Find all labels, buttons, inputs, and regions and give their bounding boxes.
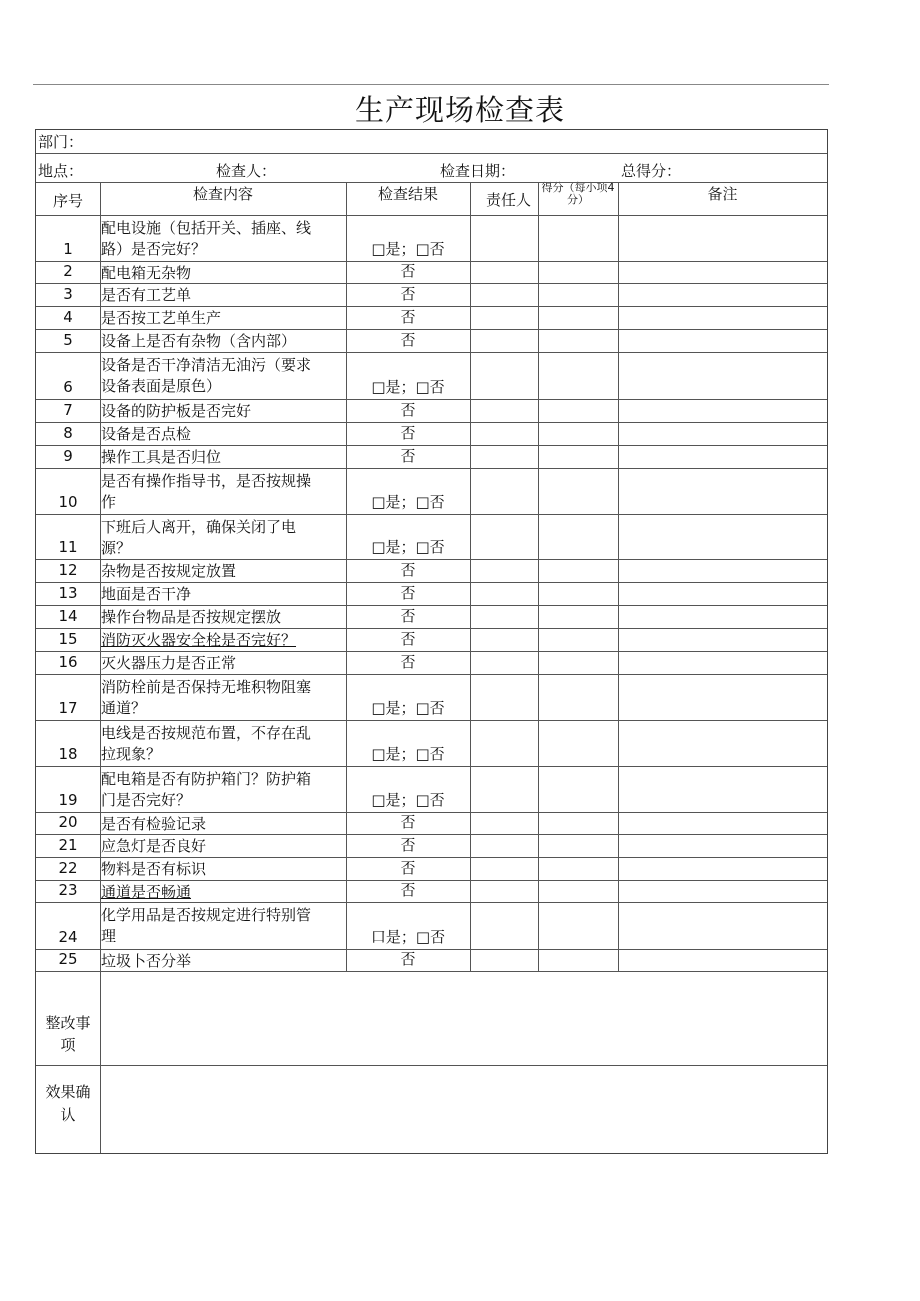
row-number: 21 <box>58 836 78 854</box>
row-result: 口是；□否 <box>370 928 446 946</box>
row-result: 否 <box>400 447 416 465</box>
row-number: 17 <box>58 699 78 717</box>
total-score-label: 总得分： <box>621 162 682 180</box>
grid-row-line <box>36 971 827 972</box>
row-number: 14 <box>58 607 78 625</box>
row-result: 否 <box>400 561 416 579</box>
row-content: 配电箱是否有防护箱门？防护箱 <box>101 770 312 788</box>
rectification-label-2: 项 <box>60 1036 76 1054</box>
row-result: 否 <box>400 424 416 442</box>
row-result: 否 <box>400 401 416 419</box>
row-number: 23 <box>58 881 78 899</box>
row-result: 否 <box>400 607 416 625</box>
row-content: 设备的防护板是否完好 <box>101 402 252 420</box>
row-number: 19 <box>58 791 78 809</box>
grid-row-line <box>36 514 827 515</box>
row-content: 消防栓前是否保持无堆积物阻塞 <box>101 678 312 696</box>
row-result: 否 <box>400 262 416 280</box>
grid-column-line <box>470 182 471 971</box>
top-rule <box>33 84 829 85</box>
row-number: 10 <box>58 493 78 511</box>
location-label: 地点： <box>38 162 84 180</box>
date-label: 检查日期： <box>440 162 516 180</box>
grid-row-line <box>36 651 827 652</box>
department-label: 部门： <box>38 133 84 151</box>
row-content: 灭火器压力是否正常 <box>101 654 237 672</box>
row-result: □是；□否 <box>371 378 445 396</box>
grid-row-line <box>36 857 827 858</box>
row-content-continued: 通道？ <box>101 699 147 717</box>
grid-row-line <box>36 445 827 446</box>
row-result: □是；□否 <box>371 493 445 511</box>
inspector-label: 检查人： <box>216 162 277 180</box>
rectification-label-1: 整改事 <box>45 1014 91 1032</box>
row-number: 7 <box>63 401 73 419</box>
row-result: 否 <box>400 285 416 303</box>
grid-column-line <box>100 971 101 1153</box>
grid-column-line <box>538 182 539 971</box>
grid-row-line <box>36 306 827 307</box>
row-number: 1 <box>63 240 73 258</box>
row-content-continued: 拉现象？ <box>101 745 162 763</box>
row-number: 20 <box>58 813 78 831</box>
page-title: 生产现场检查表 <box>354 93 565 127</box>
row-result: □是；□否 <box>371 791 445 809</box>
row-result: 否 <box>400 836 416 854</box>
row-result: □是；□否 <box>371 699 445 717</box>
row-number: 18 <box>58 745 78 763</box>
header-no: 序号 <box>52 192 83 210</box>
grid-row-line <box>36 559 827 560</box>
row-result: 否 <box>400 859 416 877</box>
row-content: 操作工具是否归位 <box>101 448 222 466</box>
row-content: 下班后人离开，确保关闭了电 <box>101 518 297 536</box>
row-content: 是否有操作指导书，是否按规操 <box>101 472 312 490</box>
header-owner: 责任人 <box>486 191 532 209</box>
grid-row-line <box>36 399 827 400</box>
grid-row-line <box>36 215 827 216</box>
grid-row-line <box>36 468 827 469</box>
row-content: 是否按工艺单生产 <box>101 309 222 327</box>
row-content: 设备是否点检 <box>101 425 192 443</box>
grid-row-line <box>36 902 827 903</box>
grid-row-line <box>36 283 827 284</box>
row-result: 否 <box>400 813 416 831</box>
row-result: 否 <box>400 950 416 968</box>
grid-row-line <box>36 605 827 606</box>
row-result: 否 <box>400 881 416 899</box>
row-content: 电线是否按规范布置，不存在乱 <box>101 724 312 742</box>
row-content: 配电箱无杂物 <box>101 264 192 282</box>
row-number: 24 <box>58 928 78 946</box>
row-number: 22 <box>58 859 78 877</box>
row-content-continued: 理 <box>101 927 117 945</box>
row-result: 否 <box>400 308 416 326</box>
row-content: 设备上是否有杂物（含内部） <box>101 332 297 350</box>
row-content: 是否有工艺单 <box>101 286 192 304</box>
row-number: 16 <box>58 653 78 671</box>
row-content-continued: 路）是否完好？ <box>101 240 207 258</box>
row-number: 8 <box>63 424 73 442</box>
row-content-continued: 门是否完好？ <box>101 791 192 809</box>
row-content: 垃圾卜否分举 <box>101 952 192 970</box>
grid-row-line <box>36 674 827 675</box>
row-content: 消防灭火器安全栓是否完好？ <box>101 631 297 649</box>
header-remark: 备注 <box>707 185 738 203</box>
row-content: 通道是否畅通 <box>101 883 192 901</box>
row-number: 4 <box>63 308 73 326</box>
row-content: 是否有检验记录 <box>101 815 207 833</box>
row-number: 15 <box>58 630 78 648</box>
row-number: 11 <box>58 538 78 556</box>
grid-column-line <box>618 182 619 971</box>
row-number: 13 <box>58 584 78 602</box>
row-content: 物料是否有标识 <box>101 860 207 878</box>
row-number: 3 <box>63 285 73 303</box>
row-number: 12 <box>58 561 78 579</box>
row-number: 5 <box>63 331 73 349</box>
row-content: 配电设施（包括开关、插座、线 <box>101 219 312 237</box>
row-content: 应急灯是否良好 <box>101 837 207 855</box>
grid-row-line <box>36 352 827 353</box>
header-result: 检查结果 <box>377 185 438 203</box>
row-result: □是；□否 <box>371 538 445 556</box>
row-content: 杂物是否按规定放置 <box>101 562 237 580</box>
grid-row-line <box>36 766 827 767</box>
row-content-continued: 设备表面是原色） <box>101 377 222 395</box>
row-result: 否 <box>400 331 416 349</box>
grid-row-line <box>36 1065 827 1066</box>
row-result: 否 <box>400 630 416 648</box>
grid-row-line <box>36 153 827 154</box>
row-content-continued: 作 <box>101 493 117 511</box>
row-number: 9 <box>63 447 73 465</box>
row-content: 设备是否干净清洁无油污（要求 <box>101 356 312 374</box>
row-result: 否 <box>400 584 416 602</box>
grid-row-line <box>36 422 827 423</box>
grid-row-line <box>36 182 827 183</box>
grid-row-line <box>36 628 827 629</box>
row-result: 否 <box>400 653 416 671</box>
row-content-continued: 源？ <box>101 539 132 557</box>
row-number: 2 <box>63 262 73 280</box>
grid-row-line <box>36 834 827 835</box>
row-result: □是；□否 <box>371 240 445 258</box>
header-score: 得分（每小项4分） <box>541 181 615 206</box>
inspection-table <box>35 129 828 1154</box>
header-content: 检查内容 <box>192 185 253 203</box>
row-number: 6 <box>63 378 73 396</box>
grid-row-line <box>36 720 827 721</box>
verification-label-2: 认 <box>60 1106 76 1124</box>
row-result: □是；□否 <box>371 745 445 763</box>
row-number: 25 <box>58 950 78 968</box>
row-content: 操作台物品是否按规定摆放 <box>101 608 282 626</box>
grid-row-line <box>36 329 827 330</box>
grid-row-line <box>36 582 827 583</box>
row-content: 化学用品是否按规定进行特别管 <box>101 906 312 924</box>
row-content: 地面是否干净 <box>101 585 192 603</box>
verification-label-1: 效果确 <box>45 1083 91 1101</box>
